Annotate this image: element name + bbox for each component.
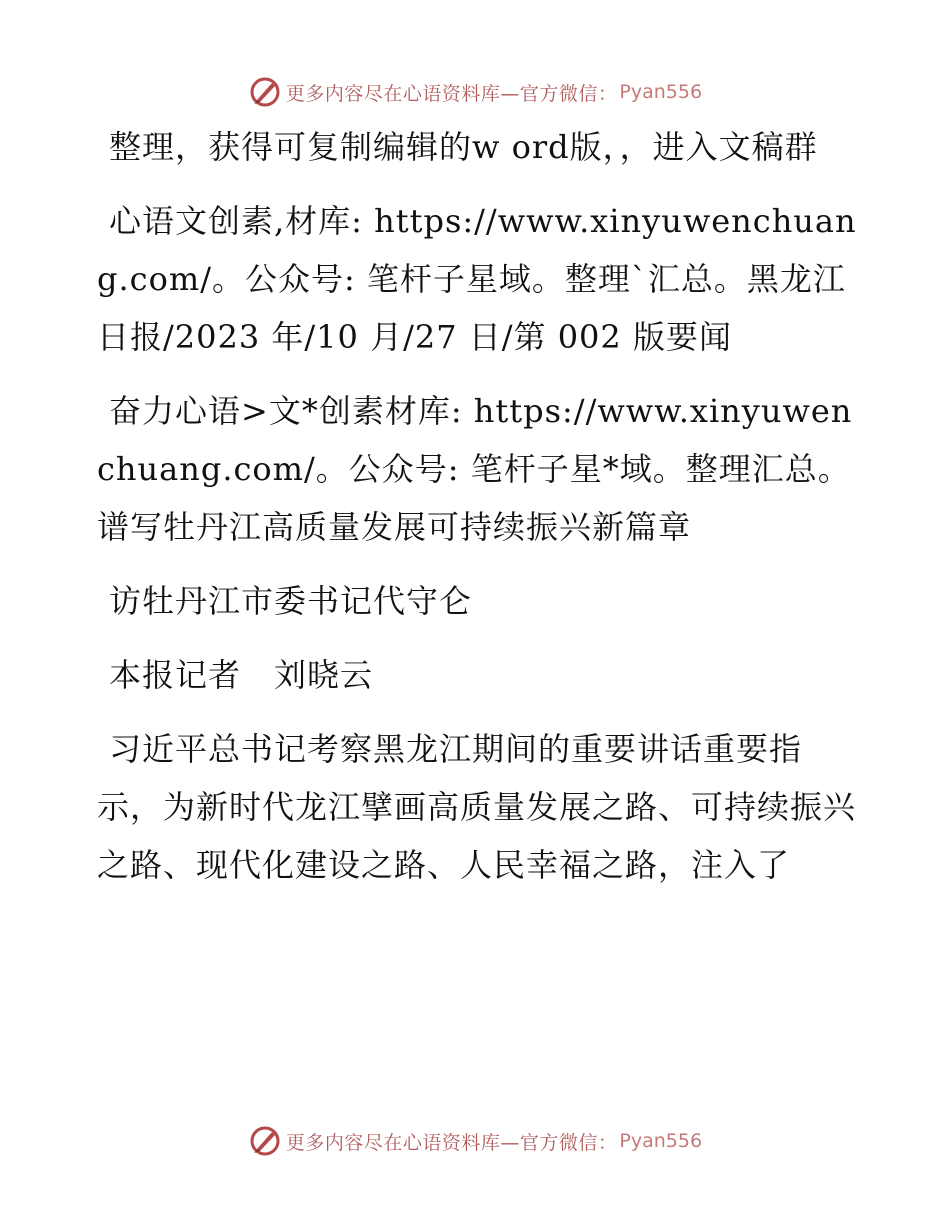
footer-watermark-banner: [0, 1121, 950, 1161]
paragraph-intro: 整理，获得可复制编辑的w ord版，，进入文稿群: [109, 128, 818, 166]
brush-pen-logo-icon: [248, 1124, 282, 1158]
document-body: [97, 118, 857, 910]
header-watermark-banner: [0, 72, 950, 112]
wechat-id: Pyan556: [619, 1130, 703, 1152]
wechat-id: Pyan556: [619, 81, 703, 103]
article-body-paragraph: 习近平总书记考察黑龙江期间的重要讲话重要指示，为新时代龙江擘画高质量发展之路、可持续振兴之路、现代化建设之路、人民幸福之路，注入了: [97, 730, 857, 884]
paragraph-source-2-title: 奋力心语>文*创素材库: https://www.xinyuwenchuang.com/。公众号: 笔杆子星*域。整理汇总。谱写牡丹江高质量发展可持续振兴新篇章: [97, 392, 853, 546]
banner-text: 更多内容尽在心语资料库—官方微信：: [285, 1131, 618, 1154]
brush-pen-logo-icon: [248, 75, 282, 109]
banner-text: 更多内容尽在心语资料库—官方微信：: [285, 82, 618, 105]
paragraph-source-1: 心语文创素,材库: https://www.xinyuwenchuang.com/。公众号: 笔杆子星域。整理`汇总。黑龙江日报/2023 年/10 月/27 日/第 002 版要闻: [97, 202, 857, 356]
article-subtitle: 访牡丹江市委书记代守仑: [109, 582, 473, 620]
article-byline: 本报记者 刘晓云: [109, 656, 374, 694]
